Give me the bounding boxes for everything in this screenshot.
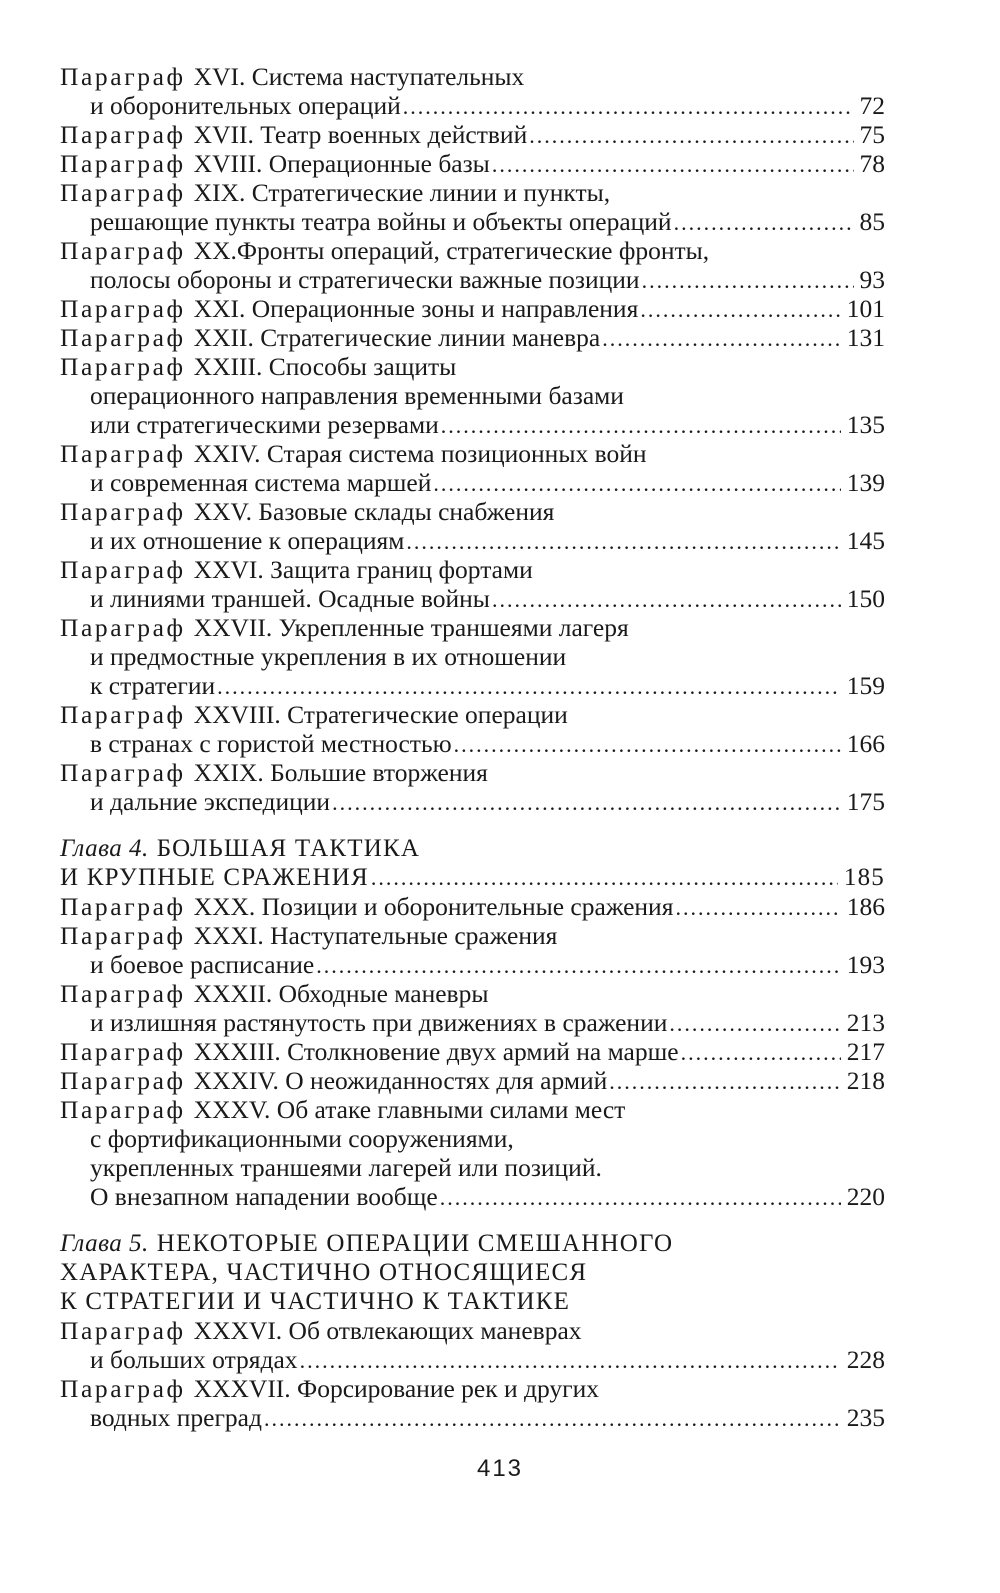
toc-entry-line <box>60 265 885 294</box>
toc-page-number: 213 <box>846 1008 885 1037</box>
toc-entry-line <box>60 642 885 671</box>
toc-entry-title: полосы обороны и стратегически важные позиции <box>90 265 640 294</box>
toc-entry-line <box>60 787 885 816</box>
toc-entry <box>60 921 885 979</box>
toc-entry <box>60 979 885 1037</box>
toc-entry-title: и больших отрядах <box>90 1345 298 1374</box>
toc-page-number: 131 <box>846 323 885 352</box>
chapter-title: ХАРАКТЕРА, ЧАСТИЧНО ОТНОСЯЩИЕСЯ <box>60 1259 588 1286</box>
toc-entry-title: XXXVI. Об отвлекающих маневрах <box>193 1316 582 1345</box>
chapter-label: Глава 5. <box>60 1230 149 1257</box>
toc-entry-title: XXXIV. О неожиданностях для армий <box>193 1066 608 1095</box>
chapter-title: НЕКОТОРЫЕ ОПЕРАЦИИ СМЕШАННОГО <box>156 1230 674 1257</box>
paragraph-label: Параграф <box>60 323 186 352</box>
toc-entry-line <box>60 1374 885 1403</box>
toc-entry-title: XXIX. Большие вторжения <box>193 758 488 787</box>
toc-entry-line <box>60 1037 885 1066</box>
toc-entry-line <box>60 1345 885 1374</box>
toc-page-number: 193 <box>846 950 885 979</box>
dot-leader <box>441 411 841 440</box>
toc-entry-line <box>60 1066 885 1095</box>
toc-page-number: 217 <box>846 1037 885 1066</box>
toc-entry-title: XIX. Стратегические линии и пункты, <box>193 178 611 207</box>
toc-entry-title: и боевое расписание <box>90 950 315 979</box>
toc-entry-line <box>60 352 885 381</box>
chapter-heading-line <box>60 1287 885 1316</box>
toc-entry-line <box>60 207 885 236</box>
dot-leader <box>640 295 840 324</box>
toc-page-number: 135 <box>846 410 885 439</box>
toc-entry-title: XVI. Система наступательных <box>193 62 525 91</box>
toc-page-number: 228 <box>846 1345 885 1374</box>
toc-section-paragraphs-30-35 <box>60 892 885 1211</box>
toc-section-paragraphs-16-29 <box>60 62 885 816</box>
toc-page-number: 101 <box>846 294 885 323</box>
toc-entry-line <box>60 1008 885 1037</box>
toc-entry <box>60 323 885 352</box>
toc-entry-title: к стратегии <box>90 671 216 700</box>
toc-entry-line <box>60 921 885 950</box>
toc-entry-title: XVIII. Операционные базы <box>193 149 490 178</box>
dot-leader <box>440 1183 841 1212</box>
toc-entry <box>60 758 885 816</box>
dot-leader <box>264 1404 841 1433</box>
paragraph-label: Параграф <box>60 555 186 584</box>
dot-leader <box>675 893 840 922</box>
toc-entry-title: операционного направления временными базами <box>90 381 624 410</box>
toc-page-number: 185 <box>843 864 885 891</box>
toc-entry-title: XXXIII. Столкновение двух армий на марше <box>193 1037 679 1066</box>
toc-entry-line <box>60 950 885 979</box>
toc-page-number: 159 <box>846 671 885 700</box>
toc-entry <box>60 1095 885 1211</box>
toc-entry-title: с фортификационными сооружениями, <box>90 1124 514 1153</box>
toc-entry-title: XXIV. Старая система позиционных войн <box>193 439 647 468</box>
dot-leader <box>300 1346 841 1375</box>
dot-leader <box>332 788 841 817</box>
toc-entry-title: и излишняя растянутость при движениях в сражении <box>90 1008 668 1037</box>
toc-entry-title: в странах с гористой местностью <box>90 729 452 758</box>
toc-entry <box>60 497 885 555</box>
toc-entry-title: XXXI. Наступательные сражения <box>193 921 558 950</box>
paragraph-label: Параграф <box>60 439 186 468</box>
toc-entry-line <box>60 439 885 468</box>
toc-entry-title: XXVIII. Стратегические операции <box>193 700 568 729</box>
dot-leader <box>674 208 854 237</box>
toc-section-paragraphs-36-37 <box>60 1316 885 1432</box>
toc-entry-title: XXXVII. Форсирование рек и других <box>193 1374 600 1403</box>
toc-page-number: 75 <box>859 120 885 149</box>
dot-leader <box>602 324 841 353</box>
toc-entry <box>60 62 885 120</box>
table-of-contents <box>60 62 885 1432</box>
toc-page-number: 150 <box>846 584 885 613</box>
toc-entry-title: и линиями траншей. Осадные войны <box>90 584 490 613</box>
toc-entry-line <box>60 979 885 1008</box>
toc-page-number: 78 <box>859 149 885 178</box>
toc-entry <box>60 613 885 700</box>
toc-page-number: 218 <box>846 1066 885 1095</box>
chapter-4-heading <box>60 834 885 892</box>
paragraph-label: Параграф <box>60 892 186 921</box>
toc-entry <box>60 1066 885 1095</box>
toc-entry-title: и предмостные укрепления в их отношении <box>90 642 567 671</box>
paragraph-label: Параграф <box>60 921 186 950</box>
toc-entry-title: XX.Фронты операций, стратегические фронты, <box>193 236 710 265</box>
toc-entry <box>60 1316 885 1374</box>
toc-entry <box>60 1374 885 1432</box>
dot-leader <box>403 92 854 121</box>
toc-entry-line <box>60 1403 885 1432</box>
toc-entry-line <box>60 1182 885 1211</box>
paragraph-label: Параграф <box>60 236 186 265</box>
dot-leader <box>217 672 841 701</box>
toc-entry-line <box>60 149 885 178</box>
chapter-title: К СТРАТЕГИИ И ЧАСТИЧНО К ТАКТИКЕ <box>60 1288 571 1315</box>
toc-entry-line <box>60 1316 885 1345</box>
paragraph-label: Параграф <box>60 613 186 642</box>
toc-entry <box>60 178 885 236</box>
page-number: 413 <box>476 1455 524 1482</box>
toc-entry-line <box>60 178 885 207</box>
toc-entry-title: XXXII. Обходные маневры <box>193 979 489 1008</box>
toc-entry <box>60 149 885 178</box>
dot-leader <box>669 1009 840 1038</box>
toc-entry-title: и их отношение к операциям <box>90 526 405 555</box>
paragraph-label: Параграф <box>60 700 186 729</box>
toc-entry <box>60 1037 885 1066</box>
toc-entry-line <box>60 671 885 700</box>
chapter-heading-line <box>60 834 885 863</box>
toc-entry-line <box>60 526 885 555</box>
toc-entry <box>60 120 885 149</box>
toc-entry-title: XXII. Стратегические линии маневра <box>193 323 601 352</box>
toc-entry-title: и современная система маршей <box>90 468 432 497</box>
paragraph-label: Параграф <box>60 178 186 207</box>
toc-entry <box>60 555 885 613</box>
toc-entry <box>60 892 885 921</box>
toc-entry-line <box>60 700 885 729</box>
toc-entry-line <box>60 410 885 439</box>
paragraph-label: Параграф <box>60 1066 186 1095</box>
chapter-title: И КРУПНЫЕ СРАЖЕНИЯ <box>60 864 369 891</box>
toc-entry-title: XXX. Позиции и оборонительные сражения <box>193 892 674 921</box>
chapter-heading-line <box>60 863 885 892</box>
toc-entry-line <box>60 497 885 526</box>
toc-entry-line <box>60 236 885 265</box>
paragraph-label: Параграф <box>60 352 186 381</box>
paragraph-label: Параграф <box>60 294 186 323</box>
paragraph-label: Параграф <box>60 758 186 787</box>
dot-leader <box>316 951 841 980</box>
toc-entry-line <box>60 892 885 921</box>
toc-entry-line <box>60 729 885 758</box>
toc-entry-title: О внезапном нападении вообще <box>90 1182 438 1211</box>
toc-entry-title: или стратегическими резервами <box>90 410 439 439</box>
toc-entry-title: водных преград <box>90 1403 262 1432</box>
paragraph-label: Параграф <box>60 1095 186 1124</box>
dot-leader <box>433 469 840 498</box>
dot-leader <box>609 1067 840 1096</box>
toc-entry-title: и оборонительных операций <box>90 91 401 120</box>
toc-entry <box>60 236 885 294</box>
chapter-heading-line <box>60 1229 885 1258</box>
toc-entry-title: и дальние экспедиции <box>90 787 331 816</box>
toc-entry-line <box>60 758 885 787</box>
toc-page-number: 220 <box>846 1182 885 1211</box>
chapter-label: Глава 4. <box>60 835 149 862</box>
toc-entry-line <box>60 381 885 410</box>
dot-leader <box>681 1038 841 1067</box>
paragraph-label: Параграф <box>60 1037 186 1066</box>
toc-entry-line <box>60 323 885 352</box>
dot-leader <box>406 527 840 556</box>
toc-entry-line <box>60 1153 885 1182</box>
toc-page-number: 145 <box>846 526 885 555</box>
chapter-5-heading <box>60 1229 885 1316</box>
toc-entry <box>60 439 885 497</box>
dot-leader <box>371 863 838 892</box>
paragraph-label: Параграф <box>60 120 186 149</box>
dot-leader <box>642 266 854 295</box>
paragraph-label: Параграф <box>60 497 186 526</box>
toc-page-number: 186 <box>846 892 885 921</box>
toc-page-number: 166 <box>846 729 885 758</box>
dot-leader <box>529 121 853 150</box>
toc-page-number: 85 <box>859 207 885 236</box>
toc-page-number: 72 <box>859 91 885 120</box>
toc-page-number: 235 <box>846 1403 885 1432</box>
toc-entry-line <box>60 91 885 120</box>
dot-leader <box>454 730 841 759</box>
toc-entry-line <box>60 62 885 91</box>
toc-page-number: 139 <box>846 468 885 497</box>
dot-leader <box>492 150 854 179</box>
toc-entry-line <box>60 294 885 323</box>
paragraph-label: Параграф <box>60 149 186 178</box>
toc-entry-line <box>60 584 885 613</box>
paragraph-label: Параграф <box>60 1316 186 1345</box>
toc-entry-line <box>60 555 885 584</box>
paragraph-label: Параграф <box>60 1374 186 1403</box>
paragraph-label: Параграф <box>60 979 186 1008</box>
toc-entry-title: укрепленных траншеями лагерей или позиций. <box>90 1153 602 1182</box>
toc-entry-line <box>60 468 885 497</box>
toc-entry-title: XXV. Базовые склады снабжения <box>193 497 555 526</box>
toc-entry-line <box>60 613 885 642</box>
toc-entry-line <box>60 1124 885 1153</box>
toc-entry-title: XXVI. Защита границ фортами <box>193 555 533 584</box>
paragraph-label: Параграф <box>60 62 186 91</box>
toc-page-number: 93 <box>859 265 885 294</box>
dot-leader <box>492 585 841 614</box>
toc-entry <box>60 294 885 323</box>
toc-entry-title: XXVII. Укрепленные траншеями лагеря <box>193 613 629 642</box>
toc-entry <box>60 352 885 439</box>
toc-entry-title: XXI. Операционные зоны и направления <box>193 294 639 323</box>
toc-page-number: 175 <box>846 787 885 816</box>
toc-entry <box>60 700 885 758</box>
chapter-title: БОЛЬШАЯ ТАКТИКА <box>156 835 421 862</box>
toc-entry-title: решающие пункты театра войны и объекты операций <box>90 207 672 236</box>
toc-entry-line <box>60 1095 885 1124</box>
toc-entry-title: XXIII. Способы защиты <box>193 352 457 381</box>
chapter-heading-line <box>60 1258 885 1287</box>
toc-entry-line <box>60 120 885 149</box>
toc-entry-title: XVII. Театр военных действий <box>193 120 528 149</box>
toc-entry-title: XXXV. Об атаке главными силами мест <box>193 1095 626 1124</box>
